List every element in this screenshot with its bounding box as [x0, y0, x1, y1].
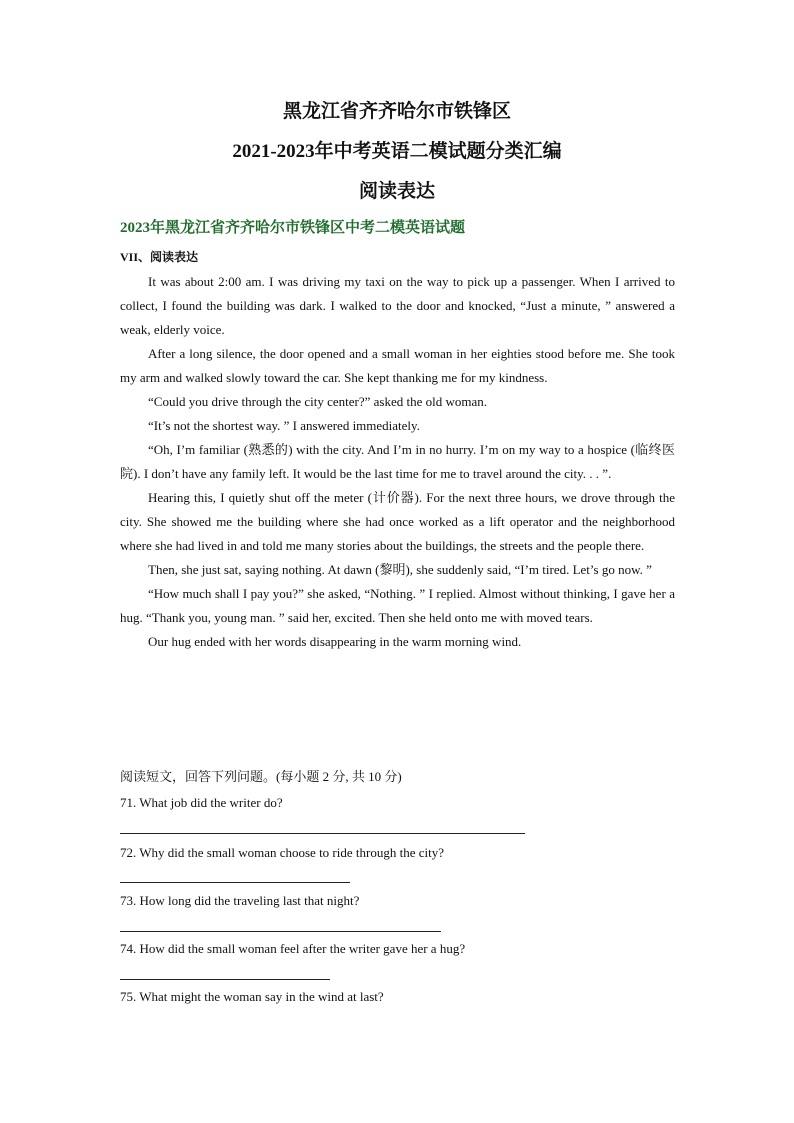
answer-line-72[interactable] [120, 882, 350, 883]
passage-paragraph: “It’s not the shortest way. ” I answered immediately. [148, 418, 420, 433]
reading-passage [120, 270, 675, 654]
passage-paragraph: “Could you drive through the city center?” asked the old woman. [148, 394, 487, 409]
passage-paragraph: “Oh, I’m familiar (熟悉的) with the city. And I’m in no hurry. I’m on my way to a hospice (临终医院). I don’t have any family left. It would be the last time for me to travel around the city. . . ”. [120, 442, 675, 481]
answer-line-74[interactable] [120, 979, 330, 980]
answer-line-73[interactable] [120, 931, 441, 932]
passage-paragraph: “How much shall I pay you?” she asked, “Nothing. ” I replied. Almost without thinking, I gave her a hug. “Thank you, young man. ” said her, excited. Then she held onto me with moved tears. [120, 586, 675, 625]
passage-paragraph: Then, she just sat, saying nothing. At dawn (黎明), she suddenly said, “I’m tired. Let’s go now. ” [148, 562, 652, 577]
exam-subtitle: 2023年黑龙江省齐齐哈尔市铁锋区中考二模英语试题 [120, 220, 466, 236]
section-label: VII、阅读表达 [120, 250, 199, 264]
question-74: 74. How did the small woman feel after the writer gave her a hug? [120, 941, 466, 956]
instructions: 阅读短文，回答下列问题。(每小题 2 分, 共 10 分) [120, 769, 402, 784]
title-topic: 阅读表达 [358, 181, 435, 202]
question-75: 75. What might the woman say in the wind at last? [120, 989, 384, 1004]
passage-paragraph: After a long silence, the door opened and a small woman in her eighties stood before me. She took my arm and walked slowly toward the car. She kept thanking me for my kindness. [120, 346, 675, 385]
passage-paragraph: It was about 2:00 am. I was driving my taxi on the way to pick up a passenger. When I arrived to collect, I found the building was dark. I walked to the door and knocked, “Just a minute, ” answered a weak, elderly voice. [120, 274, 675, 337]
question-73: 73. How long did the traveling last that night? [120, 893, 360, 908]
title-region: 黑龙江省齐齐哈尔市铁锋区 [282, 101, 511, 122]
passage-paragraph: Our hug ended with her words disappearing in the warm morning wind. [148, 634, 522, 649]
question-72: 72. Why did the small woman choose to ride through the city? [120, 845, 444, 860]
answer-line-71[interactable] [120, 833, 525, 834]
question-71: 71. What job did the writer do? [120, 795, 283, 810]
title-exam-series: 2021-2023年中考英语二模试题分类汇编 [232, 141, 562, 162]
passage-paragraph: Hearing this, I quietly shut off the meter (计价器). For the next three hours, we drove through the city. She showed me the building where she had once worked as a lift operator and the neighborhood where she had lived in and told me many stories about the buildings, the streets and the people there. [120, 490, 675, 553]
